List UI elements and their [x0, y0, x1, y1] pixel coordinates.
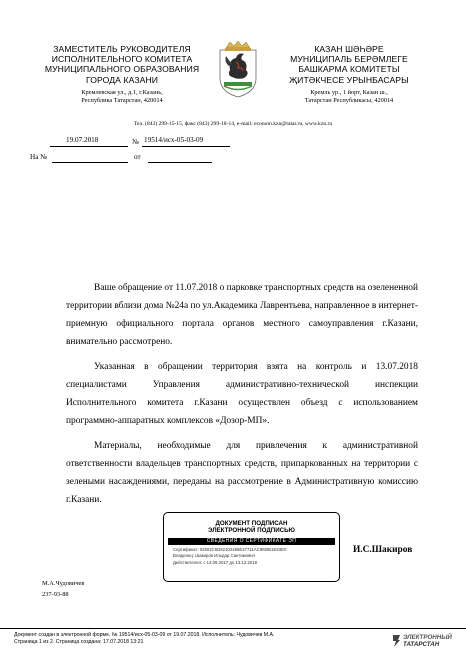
- kazan-coat-of-arms-icon: [216, 40, 260, 98]
- executor-name: М.А.Чудовичев: [42, 580, 85, 587]
- header-left-title-line: ЗАМЕСТИТЕЛЬ РУКОВОДИТЕЛЯ: [53, 44, 191, 54]
- executor-block: [42, 578, 84, 600]
- stamp-heading-line: ДОКУМЕНТ ПОДПИСАН: [215, 520, 288, 527]
- incoming-number-label: На №: [30, 153, 48, 161]
- header-left-title-line: МУНИЦИПАЛЬНОГО ОБРАЗОВАНИЯ: [44, 64, 200, 75]
- logo-text: [403, 634, 452, 648]
- stamp-certificate-line: Сертификат: 02502C6D62102486E47711AC9M0B1E83E0: [173, 546, 287, 552]
- header-left-block: [42, 44, 202, 105]
- electronic-tatarstan-logo: [391, 633, 457, 651]
- footer-line-1: Документ создан в электронной форме. № 19514/исх-05-03-09 от 19.07.2018. Исполнитель: Чудовичев М.А.: [14, 632, 275, 638]
- header-right-title-line: ҖИТӘКЧЕСЕ УРЫНБАСАРЫ: [289, 74, 409, 85]
- reference-row-outgoing: [30, 136, 450, 150]
- stamp-validity-line: Действителен: с 13.09.2017 до 13.12.2018: [173, 559, 257, 565]
- date-underline: [50, 146, 128, 147]
- tatarstan-logo-icon: [391, 634, 401, 648]
- header-left-address-line: Кремлевская ул., д.1, г.Казань,: [81, 88, 163, 96]
- document-footer: [14, 632, 274, 647]
- header-right-block: [274, 44, 424, 105]
- footer-line-2: Страница 1 из 2. Страница создана: 17.07.2018 13:21: [14, 639, 144, 646]
- outgoing-number: 19514/исх-05-03-09: [144, 136, 204, 144]
- number-sign: №: [132, 138, 139, 146]
- body-paragraph: Указанная в обращении территория взята на контроль и 13.07.2018 специалистами Управления административно-технической инспекции Исполнительного комитета г.Казани осуществлен объезд с использованием программно-аппаратных комплексов «Дозор-МП».: [66, 362, 418, 426]
- stamp-details: [164, 547, 339, 566]
- incoming-number-underline: [52, 162, 128, 163]
- footer-divider: [0, 628, 466, 629]
- header-left-title-line: ИСПОЛНИТЕЛЬНОГО КОМИТЕТА: [51, 54, 193, 65]
- executor-phone: 237-93-88: [42, 591, 69, 598]
- number-underline: [142, 146, 230, 147]
- signer-name: И.С.Шакиров: [353, 545, 413, 555]
- header-right-address: [274, 89, 424, 105]
- logo-line-2: ТАТАРСТАН: [403, 641, 440, 648]
- header-left-address-line: Республика Татарстан, 420014: [81, 96, 163, 104]
- header-right-address-line: Татарстан Республикасы, 420014: [304, 96, 394, 104]
- header-left-address: [42, 89, 202, 105]
- incoming-from-label: от: [134, 153, 141, 161]
- electronic-signature-stamp: [163, 512, 340, 582]
- header-right-address-line: Кремль ур., 1 йорт, Казан ш.,: [310, 88, 388, 96]
- stamp-owner-line: Владелец: Шакиров Ильдар Сантимович: [173, 553, 255, 559]
- header-right-title-line: БАШКАРМА КОМИТЕТЫ: [298, 64, 400, 75]
- body-paragraph: Материалы, необходимые для привлечения к административной ответственности владельцев транспортных средств, припаркованных на территории с зелеными насаждениями, переданы на рассмотрение в Административную комиссию г.Казани.: [66, 441, 418, 505]
- reference-row-incoming: [30, 153, 450, 167]
- stamp-certificate-bar: СВЕДЕНИЯ О СЕРТИФИКАТЕ ЭП: [168, 538, 335, 545]
- incoming-date-underline: [148, 162, 212, 163]
- header-right-title-line: МУНИЦИПАЛЬ БЕРӘМЛЕГЕ: [290, 54, 408, 65]
- header-left-title: [42, 44, 202, 85]
- outgoing-date: 19.07.2018: [66, 136, 99, 144]
- contacts-line: Тел. (843) 299-15-15, факс (843) 299-18-14, e-mail: econom.kzn@tatar.ru, www.kzn.ru: [133, 121, 333, 127]
- letter-body: [66, 279, 418, 516]
- stamp-heading-line: ЭЛЕКТРОННОЙ ПОДПИСЬЮ: [208, 527, 295, 535]
- header-right-title-line: КАЗАН ШӘҺӘРЕ: [314, 44, 384, 54]
- stamp-heading: [164, 520, 339, 535]
- header-left-title-line: ГОРОДА КАЗАНИ: [85, 74, 159, 85]
- logo-line-1: ЭЛЕКТРОННЫЙ: [403, 634, 452, 641]
- body-paragraph: Ваше обращение от 11.07.2018 о парковке транспортных средств на озелененной территории вблизи дома №24а по ул.Академика Лаврентьева, направленное в интернет-приемную официального портала органов местного самоуправления г.Казани, внимательно рассмотрено.: [66, 283, 418, 347]
- header-right-title: [274, 44, 424, 85]
